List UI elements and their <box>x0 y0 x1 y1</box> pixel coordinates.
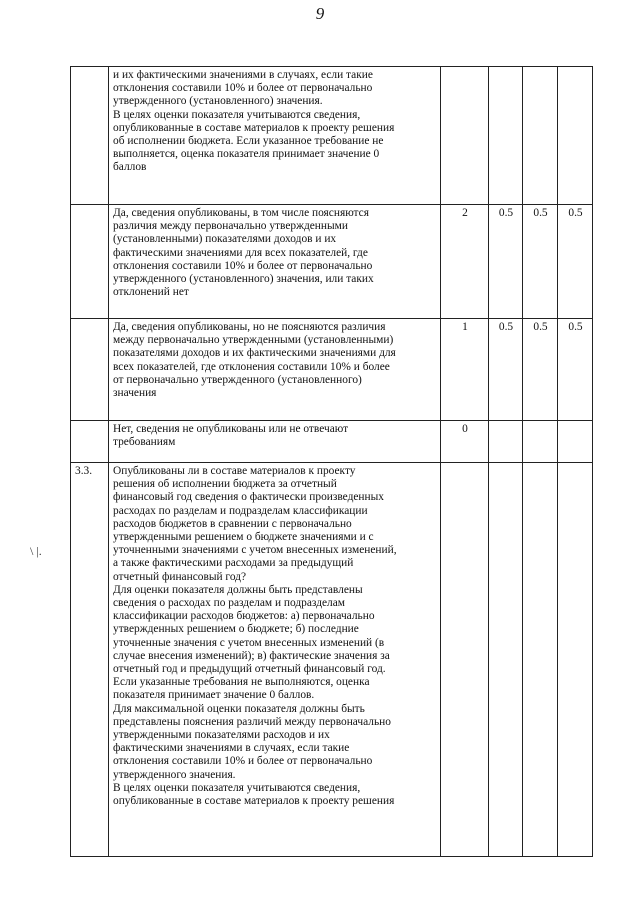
text-line: значения <box>113 387 157 400</box>
text-line: расходов бюджетов в сравнении с первоначально <box>113 517 352 530</box>
text-line: случае внесения изменений); в) фактические значения за <box>113 649 390 662</box>
text-line: классификации расходов бюджетов: а) первоначально <box>113 610 375 623</box>
text-line: показателя принимает значение 0 баллов. <box>113 689 315 702</box>
text-line: выполняется, оценка показателя принимает значение 0 <box>113 148 380 161</box>
text-line: и их фактическими значениями в случаях, если такие <box>113 69 373 81</box>
text-line: Да, сведения опубликованы, но не поясняются различия <box>113 321 386 333</box>
score-cell: 2 <box>441 205 489 319</box>
text-line: В целях оценки показателя учитываются сведения, <box>113 781 361 794</box>
text-line: отклонения составили 10% и более от первоначально <box>113 259 373 272</box>
table-row <box>71 421 593 463</box>
score-cell <box>441 463 489 857</box>
coefficient-cell-1 <box>489 421 523 463</box>
text-line: Для оценки показателя должны быть представлены <box>113 583 363 596</box>
criterion-text <box>109 421 441 463</box>
page-number: 9 <box>315 4 325 23</box>
margin-mark: \ |. <box>30 544 42 558</box>
text-line: утвержденными решением о бюджете значениями и с <box>113 531 374 544</box>
coefficient-cell-3: 0.5 <box>558 205 593 319</box>
text-line: между первоначально утвержденными (установленными) <box>113 334 394 347</box>
item-number <box>71 421 109 463</box>
text-line: финансовый год сведения о фактически произведенных <box>113 491 384 504</box>
text-line: отчетный год и предыдущий отчетный финансовый год. <box>113 663 386 676</box>
coefficient-cell-1 <box>489 67 523 205</box>
score-cell: 1 <box>441 319 489 421</box>
table-row <box>71 463 593 857</box>
text-line: (установленными) показателями доходов и их <box>113 233 337 246</box>
text-line: баллов <box>113 161 147 174</box>
text-line: решения об исполнении бюджета за отчетный <box>113 478 337 491</box>
text-line: фактическими значениями в случаях, если такие <box>113 742 350 755</box>
coefficient-cell-1 <box>489 463 523 857</box>
item-number <box>71 319 109 421</box>
text-line: опубликованные в составе материалов к проекту решения <box>113 795 395 808</box>
item-number <box>71 67 109 205</box>
text-line: уточненные значения с учетом внесенных изменений (в <box>113 636 385 649</box>
coefficient-cell-2 <box>523 463 558 857</box>
text-line: Да, сведения опубликованы, в том числе поясняются <box>113 207 369 219</box>
criteria-table <box>70 66 593 857</box>
coefficient-cell-2: 0.5 <box>523 319 558 421</box>
text-line: а также фактическими расходами за предыдущий <box>113 557 354 570</box>
text-line: представлены пояснения различий между первоначально <box>113 715 391 728</box>
text-line: фактическими значениями для всех показателей, где <box>113 246 368 259</box>
text-line: Нет, сведения не опубликованы или не отвечают <box>113 423 349 435</box>
score-cell: 0 <box>441 421 489 463</box>
coefficient-cell-3 <box>558 67 593 205</box>
coefficient-cell-2: 0.5 <box>523 205 558 319</box>
criterion-text <box>109 205 441 319</box>
coefficient-cell-1: 0.5 <box>489 205 523 319</box>
text-line: утвержденного (установленного) значения, или таких <box>113 273 374 286</box>
text-line: от первоначально утвержденного (установленного) <box>113 373 362 386</box>
text-line: об исполнении бюджета. Если указанное требование не <box>113 135 384 148</box>
coefficient-cell-2 <box>523 67 558 205</box>
text-line: утвержденного значения. <box>113 768 236 781</box>
table-row <box>71 205 593 319</box>
text-line: сведения о расходах по разделам и подразделам <box>113 597 345 610</box>
item-number <box>71 205 109 319</box>
text-line: отклонения составили 10% и более от первоначально <box>113 82 373 95</box>
text-line: требованиям <box>113 436 176 449</box>
coefficient-cell-3: 0.5 <box>558 319 593 421</box>
text-line: В целях оценки показателя учитываются сведения, <box>113 108 361 121</box>
text-line: различия между первоначально утвержденными <box>113 220 348 233</box>
text-line: Опубликованы ли в составе материалов к проекту <box>113 465 356 477</box>
text-line: отклонения составили 10% и более от первоначально <box>113 755 373 768</box>
text-line: утвержденного (установленного) значения. <box>113 95 323 108</box>
criterion-text <box>109 319 441 421</box>
text-line: показателями доходов и их фактическими значениями для <box>113 347 396 360</box>
criterion-text <box>109 67 441 205</box>
criteria-table-body <box>71 67 593 857</box>
text-line: Для максимальной оценки показателя должны быть <box>113 702 365 715</box>
text-line: утвержденными показателями расходов и их <box>113 729 330 742</box>
text-line: расходах по разделам и подразделам классификации <box>113 504 368 517</box>
text-line: всех показателей, где отклонения составили 10% и более <box>113 360 390 373</box>
text-line: отклонений нет <box>113 286 189 299</box>
item-number: 3.3. <box>71 463 109 857</box>
coefficient-cell-1: 0.5 <box>489 319 523 421</box>
text-line: опубликованные в составе материалов к проекту решения <box>113 121 395 134</box>
text-line: отчетный финансовый год? <box>113 570 247 583</box>
coefficient-cell-3 <box>558 421 593 463</box>
score-cell <box>441 67 489 205</box>
criterion-text <box>109 463 441 857</box>
table-row <box>71 319 593 421</box>
coefficient-cell-3 <box>558 463 593 857</box>
text-line: Если указанные требования не выполняются, оценка <box>113 676 370 689</box>
table-row <box>71 67 593 205</box>
text-line: уточненными значениями с учетом внесенных изменений, <box>113 544 397 557</box>
text-line: утвержденных решением о бюджете; б) последние <box>113 623 359 636</box>
coefficient-cell-2 <box>523 421 558 463</box>
